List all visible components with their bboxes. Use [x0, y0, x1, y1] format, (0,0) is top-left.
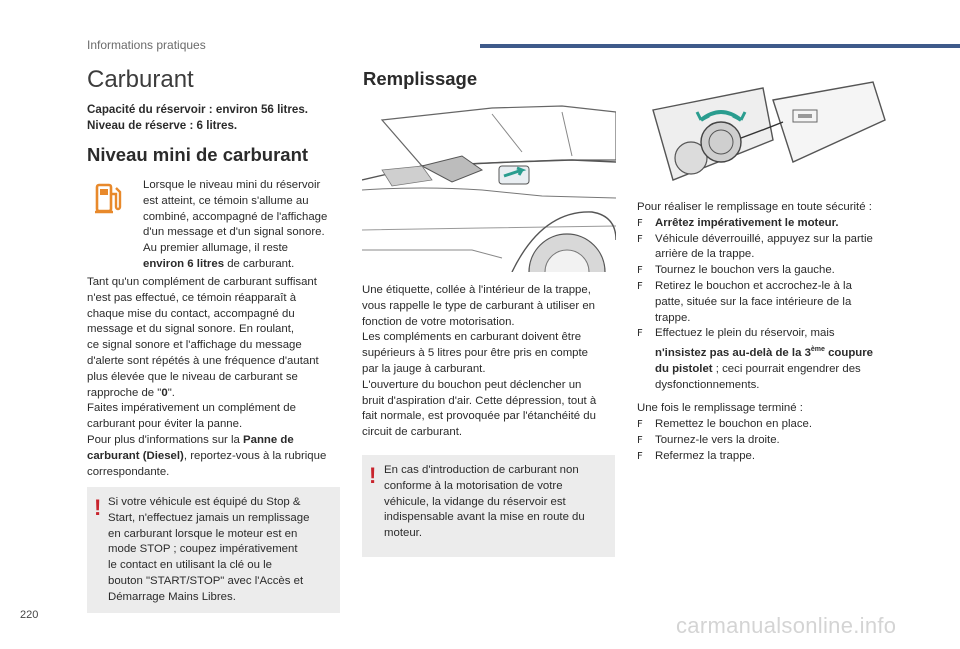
after-step-item: F Tournez-le vers la droite. — [637, 433, 897, 449]
remplissage-title: Remplissage — [363, 68, 478, 89]
after-step-item: F Refermez la trappe. — [637, 449, 897, 465]
reserve-line: Niveau de réserve : 6 litres. — [87, 119, 238, 132]
car-rear-illustration — [362, 100, 616, 272]
stop-start-warning: ! Si votre véhicule est équipé du Stop & Start, n'effectuez jamais un remplissage en carburant lorsque le moteur est en mode STOP ; coupez impérativement le contact en utilisant la clé ou le bouton "START/STOP" avec l'Accès et Démarrage Mains Libres. — [87, 487, 340, 613]
page-title: Carburant — [87, 66, 194, 93]
step-item: F Retirez le bouchon et accrochez-le à la patte, située sur la face intérieure de la trappe. — [637, 279, 897, 326]
warning-exclamation-icon: ! — [369, 463, 377, 488]
step-item: F Tournez le bouchon vers la gauche. — [637, 263, 897, 279]
niveau-body: Tant qu'un complément de carburant suffisant n'est pas effectué, ce témoin réapparaît à chaque mise du contact, accompagné du message et du signal sonore. En roulant, ce signal sonore et l'affichage du message d'alerte sont répétés à une fréquence d'autant plus élevée que le niveau de carburant se rapproche de "0". Faites impérativement un complément de carburant pour éviter la panne. Pour plus d'informations sur la Panne de carburant (Diesel), reportez-vous à la rubrique correspondante. — [87, 276, 327, 478]
warning-exclamation-icon: ! — [94, 495, 102, 520]
page-number: 220 — [20, 609, 39, 621]
fuel-cap-illustration — [643, 80, 893, 192]
step-item: F Véhicule déverrouillé, appuyez sur la partie arrière de la trappe. — [637, 232, 897, 264]
remplissage-info: Une étiquette, collée à l'intérieur de la trappe, vous rappelle le type de carburant à utiliser en fonction de votre motorisation. Les compléments en carburant doivent être supérieurs à 5 litres pour être pris en compte par la jauge à carburant. L'ouverture du bouchon peut déclencher un bruit d'aspiration d'air. Cette dépression, tout à fait normale, est provoquée par l'étanchéité du circuit de carburant. — [362, 284, 597, 439]
section-header: Informations pratiques — [87, 38, 206, 52]
niveau-icon-text: Lorsque le niveau mini du réservoir est atteint, ce témoin s'allume au combiné, accompagné de l'affichage d'un message et d'un signal sonore. Au premier allumage, il reste environ 6 litres de carburant. — [143, 179, 328, 270]
capacity-line: Capacité du réservoir : environ 56 litres. — [87, 103, 309, 116]
watermark: carmanualsonline.info — [676, 613, 897, 638]
capacity-info — [87, 102, 308, 134]
niveau-title: Niveau mini de carburant — [87, 144, 309, 165]
fuel-type-warning: ! En cas d'introduction de carburant non conforme à la motorisation de votre véhicule, la vidange du réservoir est indispensable avant la mise en route du moteur. — [362, 455, 615, 557]
after-step-item: F Remettez le bouchon en place. — [637, 417, 897, 433]
header-accent-bar — [480, 44, 960, 48]
remplissage-steps: Pour réaliser le remplissage en toute sécurité : F Arrêtez impérativement le moteur. F Véhicule déverrouillé, appuyez sur la partie arrière de la trappe. F Tournez le bouchon vers la gauche. F Retirez le bouchon et accrochez-le à la patte, située sur la face intérieure de la trappe. F Effectuez le plein du réservoir, mais n'insistez pas au-delà de la 3ème coupure du pistolet ; ceci pourrait engendrer des dysfonctionnements. Une fois le remplissage terminé : F Remettez le bouchon en place. F Tournez-le vers la droite. F Refermez la trappe. — [637, 200, 897, 465]
step-item: F Arrêtez impérativement le moteur. — [637, 216, 897, 232]
fuel-pump-icon — [95, 182, 125, 216]
step-item: F Effectuez le plein du réservoir, mais n'insistez pas au-delà de la 3ème coupure du pistolet ; ceci pourrait engendrer des dysfonctionnements. — [637, 326, 897, 393]
